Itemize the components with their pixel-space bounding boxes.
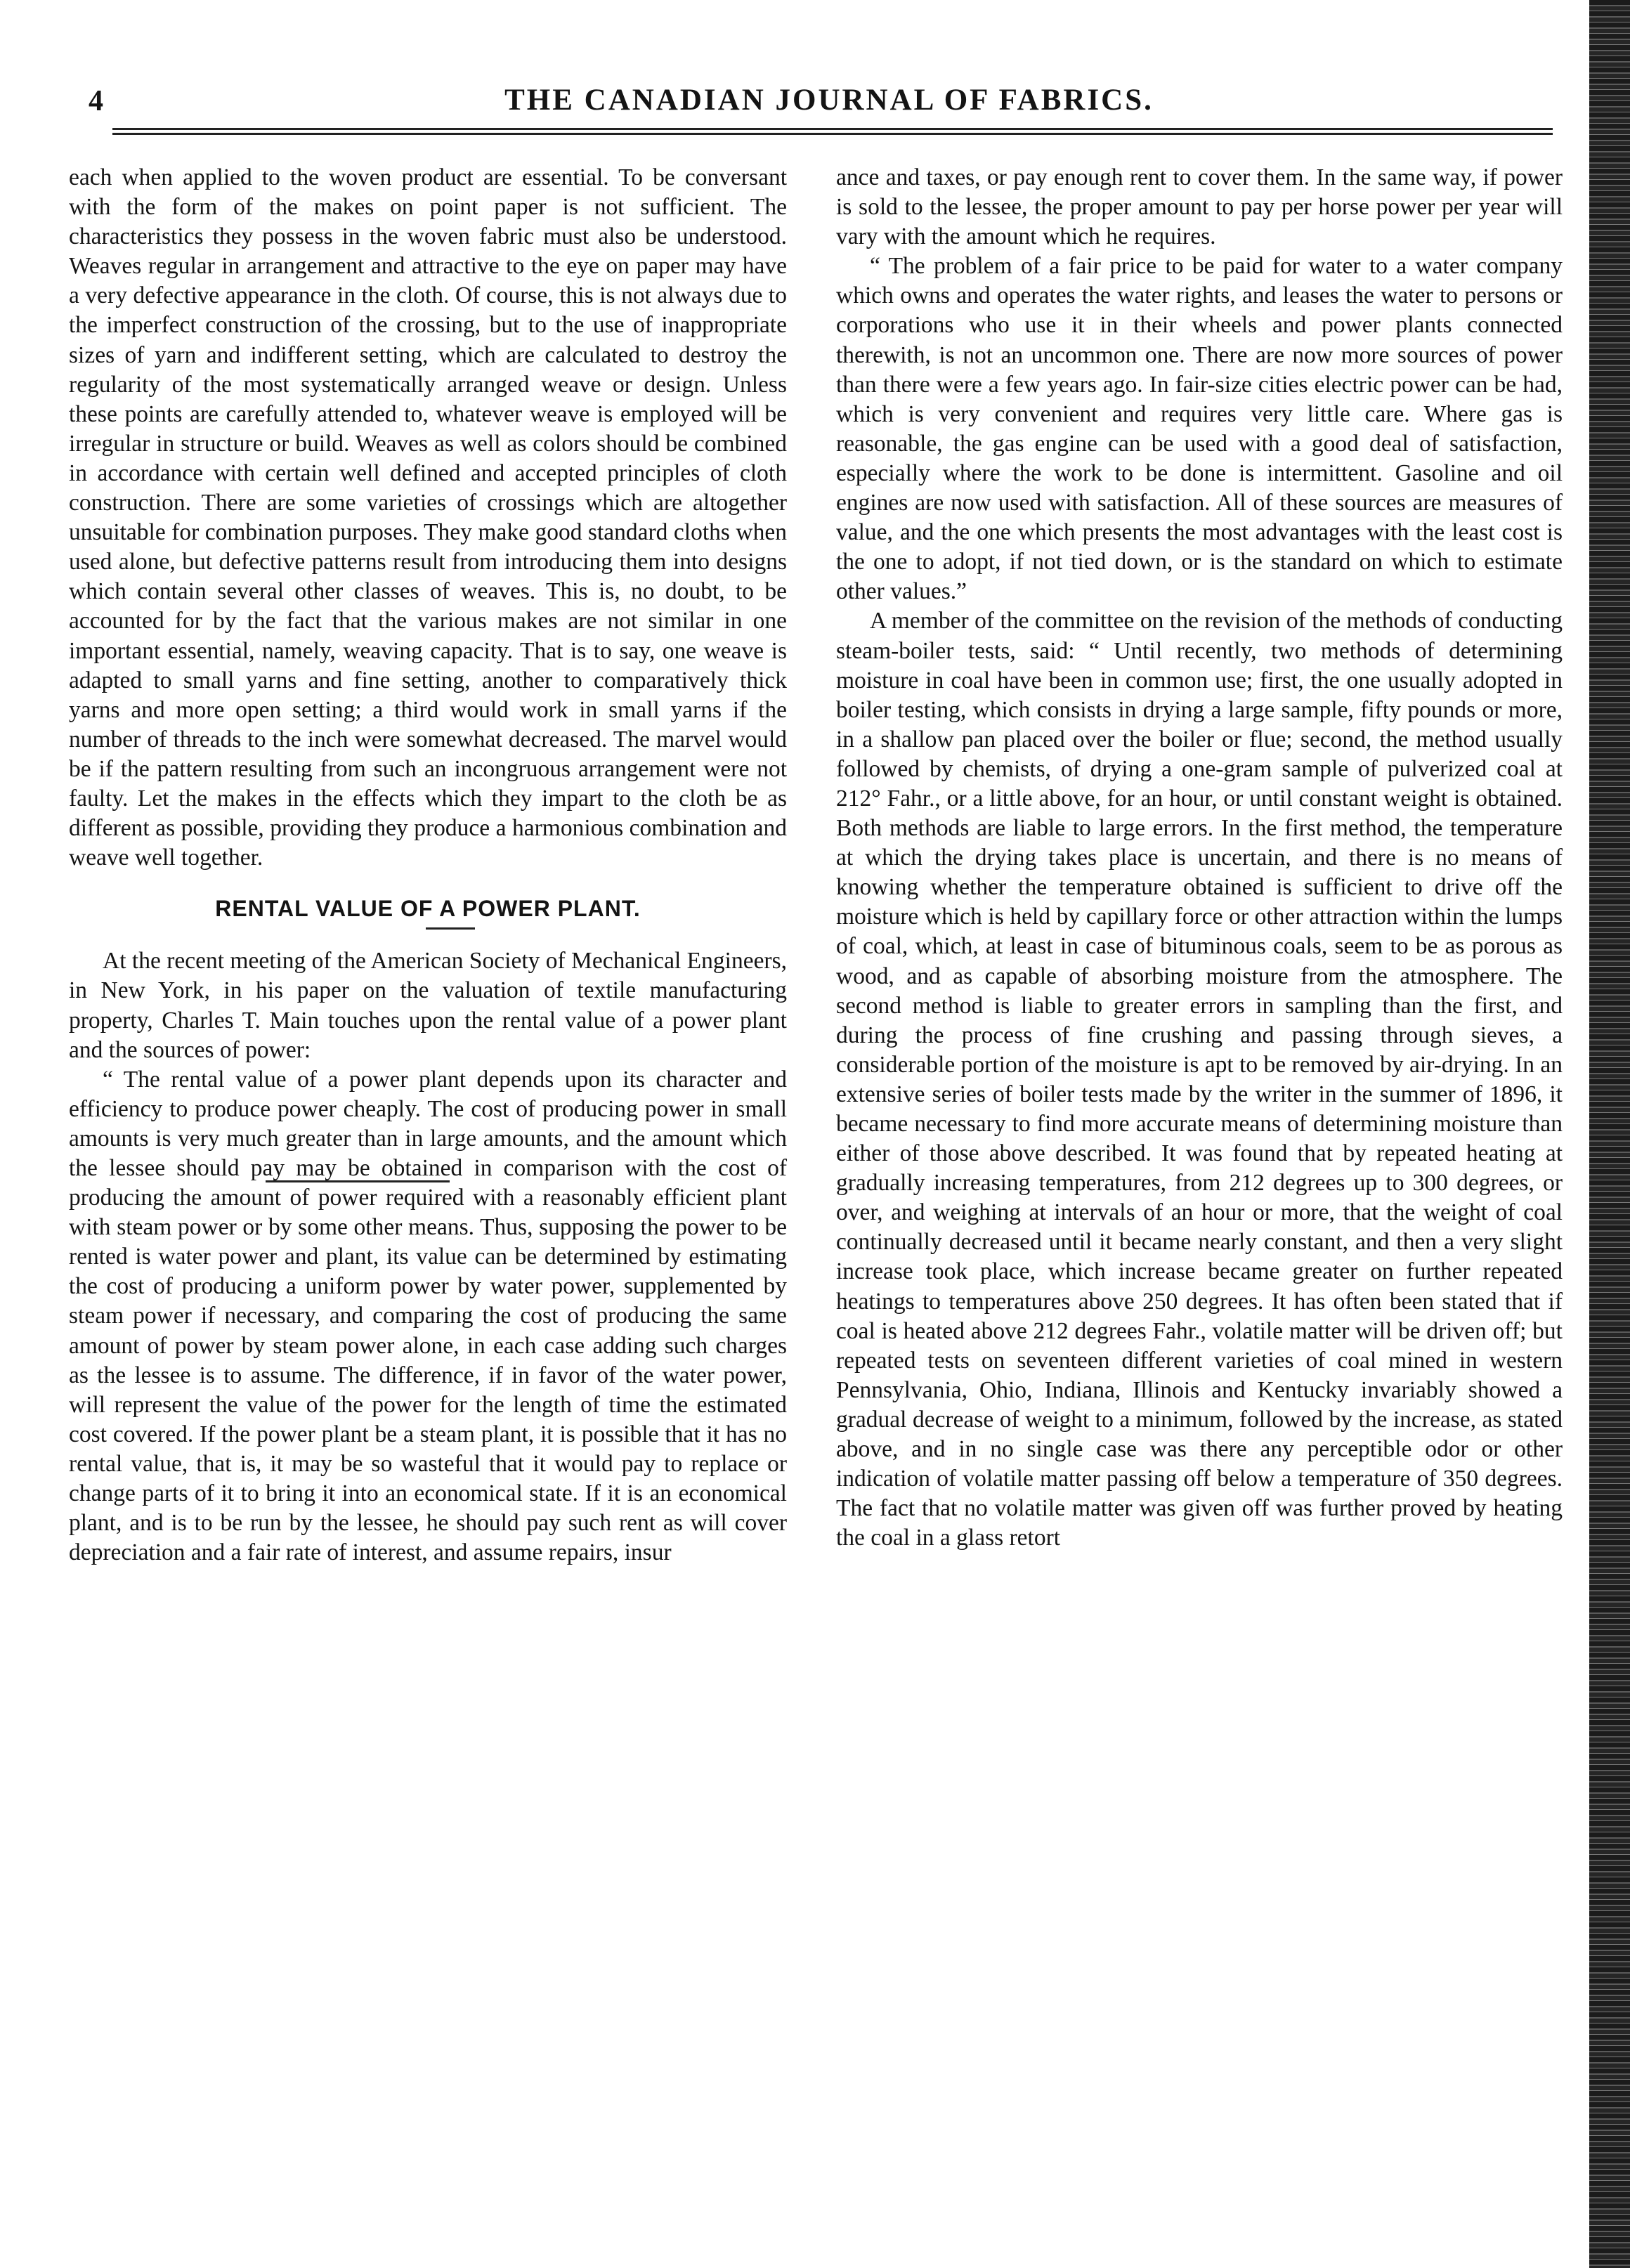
section-heading: RENTAL VALUE OF A POWER PLANT. <box>215 896 641 922</box>
water-paragraph: “ The problem of a fair price to be paid for water to a water company which owns and operates the water rights, and leases the water to persons or corporations who use it in their wheels and power plants connected therewith, is not an uncommon one. There are now more sources of power than there were a few years ago. In fair-size cities electric power can be had, which is very convenient and requires very little care. Where gas is reasonable, the gas engine can be used with a good deal of satisfaction, especially where the work to be done is intermittent. Gasoline and oil engines are now used with satisfaction. All of these sources are measures of value, and the one which presents the most advantages with the least cost is the one to adopt, if not tied down, or is the standard on which to estimate other values.” <box>836 253 1563 605</box>
continuation-paragraph: ance and taxes, or pay enough rent to cover them. In the same way, if power is sold to the lessee, the proper amount to pay per horse power per year will vary with the amount which he requires. <box>836 164 1563 250</box>
right-column <box>836 163 1563 1553</box>
running-head: THE CANADIAN JOURNAL OF FABRICS. <box>504 84 1154 117</box>
section-intro-paragraph: At the recent meeting of the American Society of Mechanical Engineers, in New York, in his paper on the valuation of textile manufacturing property, Charles T. Main touches upon the rental value of a power plant and the sources of power: <box>69 948 787 1063</box>
page-number: 4 <box>89 85 103 117</box>
intro-paragraph: each when applied to the woven product are essential. To be conversant with the form of the makes on point paper is not sufficient. The characteristics they possess in the woven fabric must also be understood. Weaves regular in arrangement and attractive to the eye on paper may have a very defective appearance in the cloth. Of course, this is not always due to the imperfect construction of the crossing, but to the use of inappropriate sizes of yarn and indifferent setting, which are calculated to destroy the regularity of the most systematically arranged weave or design. Unless these points are carefully attended to, whatever weave is employed will be irregular in structure or build. Weaves as well as colors should be combined in accordance with certain well defined and accepted principles of cloth construction. There are some varieties of crossings which are altogether unsuitable for combination purposes. They make good standard cloths when used alone, but defective patterns result from introducing them into designs which contain several other classes of weaves. This is, no doubt, to be accounted for by the fact that the various makes are not similar in one important essential, namely, weaving capacity. That is to say, one weave is adapted to small yarns and fine setting, another to comparatively thick yarns and more open setting; a third would work in small yarns if the number of threads to the inch were somewhat decreased. The marvel would be if the pattern resulting from such an incongruous arrangement were not faulty. Let the makes in the effects which they impart to the cloth be as different as possible, providing they produce a harmonious combination and weave well together. <box>69 164 787 871</box>
header-rule <box>112 128 1553 135</box>
boiler-paragraph: A member of the committee on the revision of the methods of conducting steam-boiler tests, said: “ Until recently, two methods of determining moisture in coal have been in common use; first, the one usually adopted in boiler testing, which consists in drying a large sample, fifty pounds or more, in a shallow pan placed over the boiler or flue; second, the method usually followed by chemists, of drying a one-gram sample of pulverized coal at 212° Fahr., or a little above, for an hour, or until constant weight is obtained. Both methods are liable to large errors. In the first method, the temperature at which the drying takes place is uncertain, and there is no means of knowing whether the temperature obtained is sufficient to drive off the moisture which is held by capillary force or other attraction within the lumps of coal, which, at least in case of bituminous coals, seem to be as porous as wood, and as capable of absorbing moisture from the atmosphere. The second method is liable to greater errors in sampling than the first, and during the process of fine crushing and passing through sieves, a considerable portion of the moisture is apt to be removed by air-drying. In an extensive series of boiler tests made by the writer in the summer of 1896, it became necessary to find more accurate means of determining moisture than either of those above described. It was found that by repeated heating at gradually increasing temperatures, from 212 degrees up to 300 degrees, or over, and weighing at intervals of an hour or more, that the weight of coal continually decreased until it became nearly constant, and then a very slight increase took place, which increase became greater on further repeated heatings to temperatures above 250 degrees. It has often been stated that if coal is heated above 212 degrees Fahr., volatile matter will be driven off; but repeated tests on seventeen different varieties of coal mined in western Pennsylvania, Ohio, Indiana, Illinois and Kentucky invariably showed a gradual decrease of weight to a minimum, followed by the increase, as stated above, and in no single case was there any perceptible odor or other indication of volatile matter passing off below a temperature of 350 degrees. The fact that no volatile matter was given off was further proved by heating the coal in a glass retort <box>836 608 1563 1551</box>
heading-rule <box>426 927 475 930</box>
quote-paragraph: “ The rental value of a power plant depends upon its character and efficiency to produce power cheaply. The cost of producing power in small amounts is very much greater than in large amounts, and the amount which the lessee should pay may be obtained in comparison with the cost of producing the amount of power required with a reasonably efficient plant with steam power or by some other means. Thus, supposing the power to be rented is water power and plant, its value can be determined by estimating the cost of producing a uniform power by water power, supplemented by steam power if necessary, and comparing the cost of producing the same amount of power by steam power alone, in each case adding such charges as the lessee is to assume. The difference, if in favor of the water power, will represent the value of the power for the length of time the estimated cost covered. If the power plant be a steam plant, it is possible that it has no rental value, that is, it may be so wasteful that it would pay to replace or change parts of it to bring it into an economical state. If it is an economical plant, and is to be run by the lessee, he should pay such rent as will cover depreciation and a fair rate of interest, and assume repairs, insur <box>69 1066 787 1566</box>
binding-edge <box>1589 0 1630 2268</box>
left-column <box>69 163 787 1568</box>
section-divider <box>266 1180 450 1182</box>
